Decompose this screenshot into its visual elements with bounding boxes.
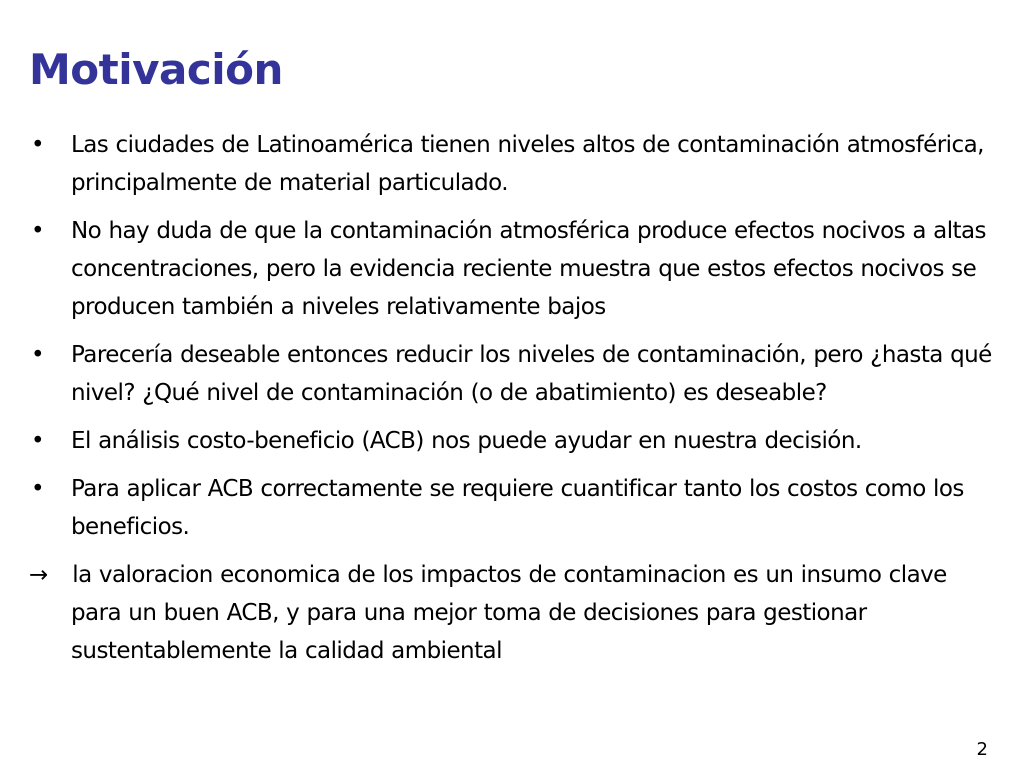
bullet-text: Las ciudades de Latinoamérica tienen niveles altos de contaminación atmosférica, principalmente de material particulado.	[71, 132, 984, 196]
conclusion-item	[29, 556, 1004, 670]
page-number: 2	[976, 739, 988, 760]
bullet-item	[29, 336, 1004, 412]
bullet-marker: •	[31, 342, 45, 368]
bullet-item	[29, 422, 1004, 460]
bullet-item	[29, 126, 1004, 202]
arrow-right-icon: →	[29, 562, 48, 588]
bullet-marker: •	[31, 218, 45, 244]
bullet-item	[29, 212, 1004, 326]
bullet-marker: •	[31, 428, 45, 454]
bullet-item	[29, 470, 1004, 546]
bullet-text: Parecería deseable entonces reducir los niveles de contaminación, pero ¿hasta qué nivel? ¿Qué nivel de contaminación (o de abatimiento) es deseable?	[71, 342, 992, 406]
bullet-marker: •	[31, 476, 45, 502]
conclusion-text: la valoracion economica de los impactos de contaminacion es un insumo clave para un buen ACB, y para una mejor toma de decisiones para gestionar sustentablemente la calidad ambiental	[71, 562, 947, 664]
bullet-marker: •	[31, 132, 45, 158]
bullet-text: El análisis costo-beneficio (ACB) nos puede ayudar en nuestra decisión.	[71, 428, 862, 454]
bullet-text: No hay duda de que la contaminación atmosférica produce efectos nocivos a altas concentraciones, pero la evidencia reciente muestra que estos efectos nocivos se producen también a niveles relativamente bajos	[71, 218, 986, 320]
bullet-text: Para aplicar ACB correctamente se requiere cuantificar tanto los costos como los beneficios.	[71, 476, 964, 540]
bullet-list	[29, 126, 1004, 680]
slide-title: Motivación	[29, 45, 283, 94]
